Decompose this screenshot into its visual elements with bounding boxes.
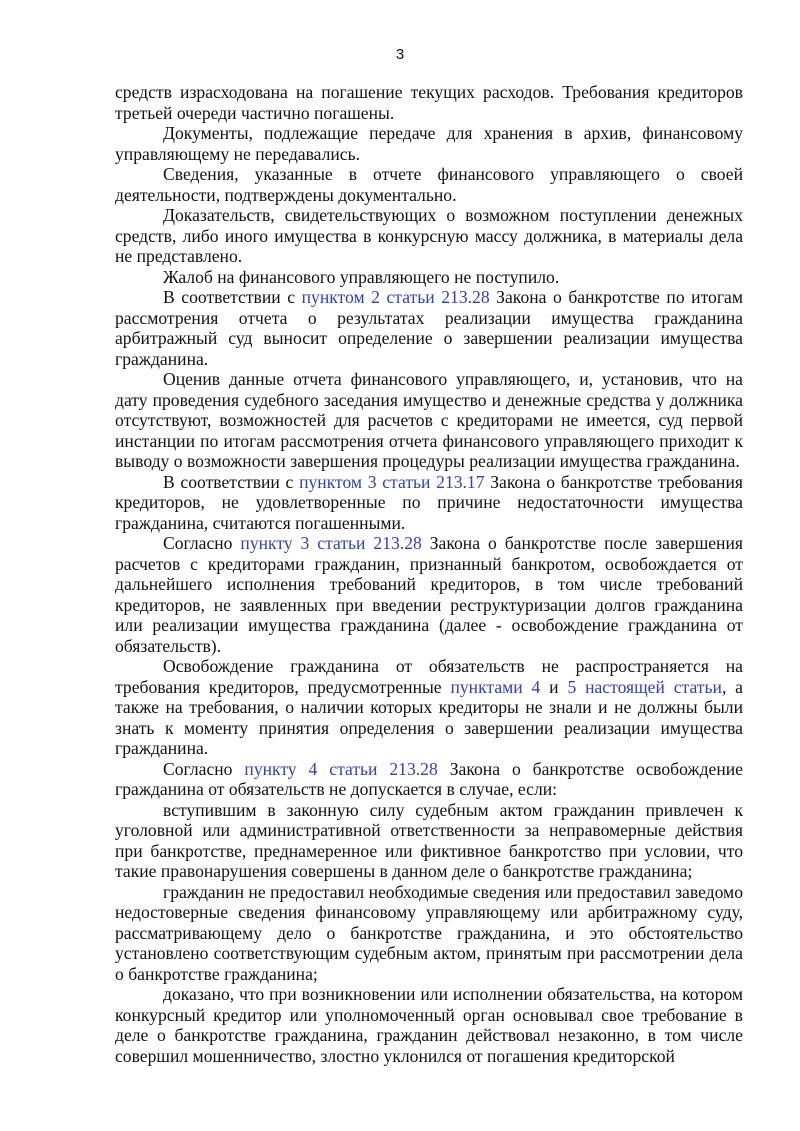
paragraph <box>115 164 743 205</box>
paragraph <box>115 882 743 985</box>
paragraph <box>115 123 743 164</box>
paragraph-text: Согласно <box>163 758 245 779</box>
law-reference-link[interactable]: пункту 4 статьи 213.28 <box>244 758 438 779</box>
paragraph <box>115 369 743 472</box>
paragraph-text: , а также на требования, о наличии которых кредиторы не знали и не должны были знать к моменту принятия определения о завершении реализации имущества гражданина. <box>115 676 743 758</box>
paragraph-text: В соответствии с <box>163 471 300 492</box>
paragraph-text: Сведения, указанные в отчете финансового управляющего о своей деятельности, подтверждены документально. <box>115 164 743 205</box>
paragraph <box>115 759 743 800</box>
paragraph-text: доказано, что при возникновении или исполнении обязательства, на котором конкурсный кредитор или уполномоченный орган основывал свое требование в деле о банкротстве гражданина, гражданин действовал незаконно, в том числе совершил мошенничество, злостно уклонился от погашения кредиторской <box>115 984 743 1066</box>
law-reference-link[interactable]: пункту 3 статьи 213.28 <box>240 533 422 553</box>
paragraph-text: Оценив данные отчета финансового управляющего, и, установив, что на дату проведения судебного заседания имущество и денежные средства у должника отсутствуют, возможностей для расчетов с кредиторами не имеется, суд первой инстанции по итогам рассмотрения отчета финансового управляющего приходит к выводу о возможности завершения процедуры реализации имущества гражданина. <box>115 369 743 471</box>
paragraph-text: Доказательств, свидетельствующих о возможном поступлении денежных средств, либо иного имущества в конкурсную массу должника, в материалы дела не представлено. <box>115 205 743 266</box>
paragraph-text: средств израсходована на погашение текущих расходов. Требования кредиторов третьей очереди частично погашены. <box>115 82 743 123</box>
paragraph-text: Согласно <box>163 533 241 553</box>
paragraph-text: вступившим в законную силу судебным актом гражданин привлечен к уголовной или административной ответственности за неправомерные действия при банкротстве, преднамеренное или фиктивное банкротство при условии, что такие правонарушения совершены в данном деле о банкротстве гражданина; <box>115 799 743 881</box>
paragraph-text: Закона о банкротстве требования кредиторов, не удовлетворенные по причине недостаточности имущества гражданина, считаются погашенными. <box>115 471 743 533</box>
law-reference-link[interactable]: пунктом 3 статьи 213.17 <box>299 471 485 492</box>
law-reference-link[interactable]: пунктами 4 <box>450 676 541 697</box>
paragraph-text: Жалоб на финансового управляющего не поступило. <box>163 266 560 287</box>
paragraph <box>115 267 743 288</box>
law-reference-link[interactable]: пунктом 2 статьи 213.28 <box>301 287 490 307</box>
paragraph <box>115 656 743 759</box>
paragraph-text: и <box>540 676 568 697</box>
page-number: 3 <box>395 46 405 63</box>
paragraph-text: Закона о банкротстве по итогам рассмотрения отчета о результатах реализации имущества гражданина арбитражный суд выносит определение о завершении реализации имущества гражданина. <box>115 287 743 369</box>
paragraph-text: Документы, подлежащие передаче для хранения в архив, финансовому управляющему не передавались. <box>115 123 743 164</box>
paragraph-text: Закона о банкротстве освобождение гражданина от обязательств не допускается в случае, если: <box>115 758 743 799</box>
paragraph <box>115 984 743 1066</box>
paragraph-text: Закона о банкротстве после завершения расчетов с кредиторами гражданин, признанный банкротом, освобождается от дальнейшего исполнения требований кредиторов, в том числе требований кредиторов, не заявленных при введении реструктуризации долгов гражданина или реализации имущества гражданина (далее - освобождение гражданина от обязательств). <box>115 533 743 656</box>
paragraph-text: В соответствии с <box>163 287 302 307</box>
paragraph-text: Освобождение гражданина от обязательств не распространяется на требования кредиторов, предусмотренные <box>115 656 743 697</box>
document-body <box>115 82 743 1066</box>
law-reference-link[interactable]: 5 настоящей статьи <box>567 676 722 697</box>
paragraph <box>115 800 743 882</box>
paragraph <box>115 533 743 656</box>
paragraph-text: гражданин не предоставил необходимые сведения или предоставил заведомо недостоверные сведения финансовому управляющему или арбитражному суду, рассматривающему дело о банкротстве гражданина, и это обстоятельство установлено соответствующим судебным актом, принятым при рассмотрении дела о банкротстве гражданина; <box>115 881 743 984</box>
paragraph <box>115 82 743 123</box>
paragraph <box>115 205 743 267</box>
paragraph <box>115 287 743 369</box>
paragraph <box>115 472 743 534</box>
